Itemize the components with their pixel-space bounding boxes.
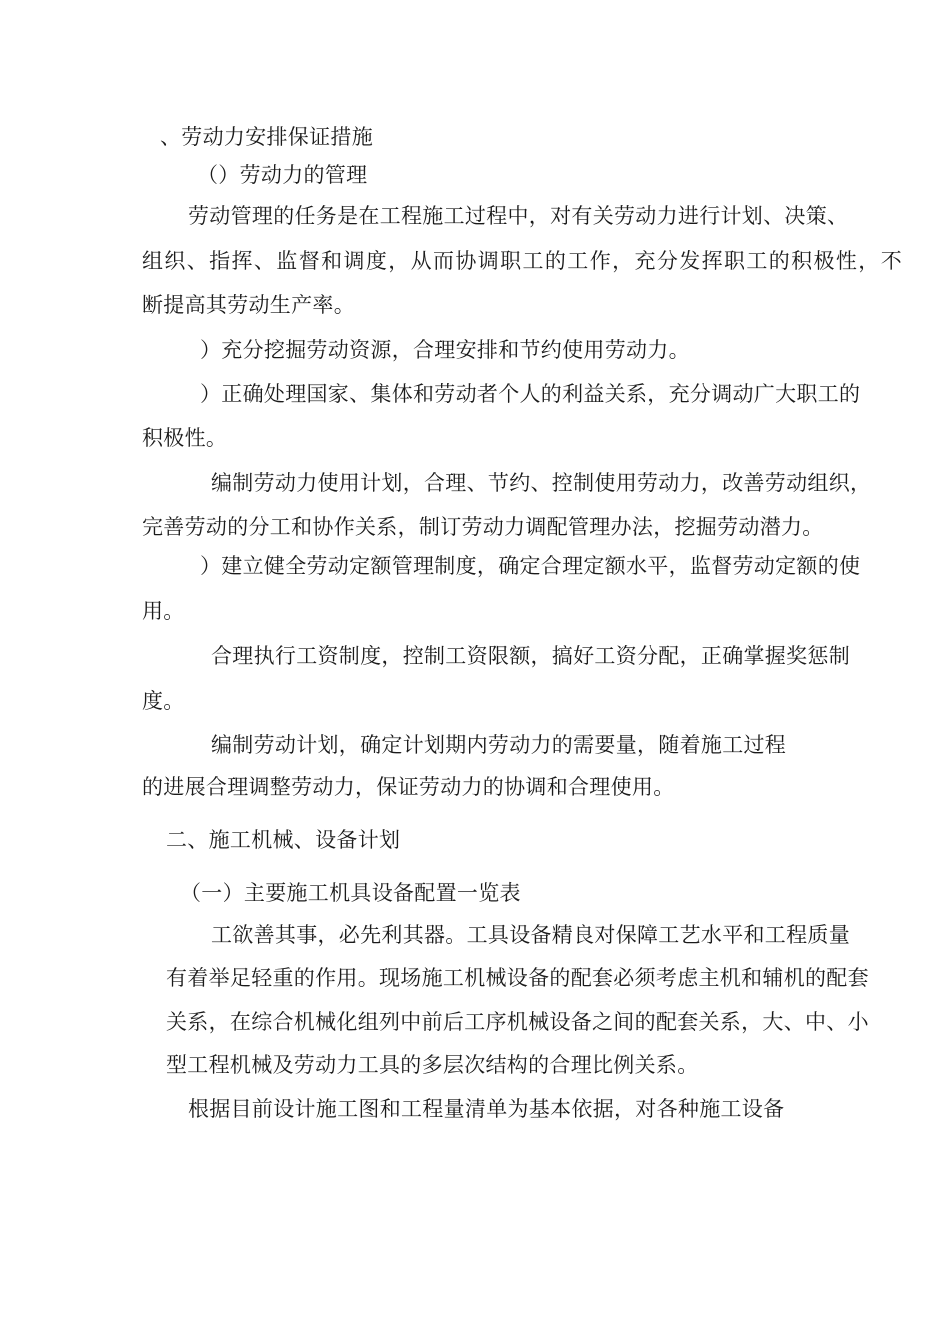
list-item-line: ）正确处理国家、集体和劳动者个人的利益关系，充分调动广大职工的 <box>200 382 861 406</box>
list-item-line: 合理执行工资制度，控制工资限额，搞好工资分配，正确掌握奖惩制 <box>211 644 850 668</box>
list-item-line: ）建立健全劳动定额管理制度，确定合理定额水平，监督劳动定额的使 <box>200 554 861 578</box>
list-item-line: 度。 <box>142 689 185 713</box>
list-item-line: 用。 <box>142 599 185 623</box>
paragraph-line: 劳动管理的任务是在工程施工过程中，对有关劳动力进行计划、决策、 <box>188 204 849 228</box>
paragraph-line: 断提高其劳动生产率。 <box>142 293 355 317</box>
paragraph-line: 型工程机械及劳动力工具的多层次结构的合理比例关系。 <box>166 1053 699 1077</box>
paragraph-line: 根据目前设计施工图和工程量清单为基本依据，对各种施工设备 <box>188 1097 785 1121</box>
list-item-line: ）充分挖掘劳动资源，合理安排和节约使用劳动力。 <box>200 338 690 362</box>
paragraph-line: 有着举足轻重的作用。现场施工机械设备的配套必须考虑主机和辅机的配套 <box>166 966 869 990</box>
list-item-line: 编制劳动力使用计划，合理、节约、控制使用劳动力，改善劳动组织， <box>211 471 872 495</box>
list-item-line: 编制劳动计划，确定计划期内劳动力的需要量，随着施工过程 <box>211 733 787 757</box>
paragraph-line: 关系，在综合机械化组列中前后工序机械设备之间的配套关系，大、中、小 <box>166 1010 869 1034</box>
list-item-line: 完善劳动的分工和协作关系，制订劳动力调配管理办法，挖掘劳动潜力。 <box>142 515 824 539</box>
list-item-line: 积极性。 <box>142 426 228 450</box>
paragraph-line: 组织、指挥、监督和调度，从而协调职工的工作，充分发挥职工的积极性，不 <box>142 249 902 273</box>
subsection-heading: （）劳动力的管理 <box>197 163 368 187</box>
section-heading: 二、施工机械、设备计划 <box>166 828 401 852</box>
section-heading: 、劳动力安排保证措施 <box>160 125 373 149</box>
subsection-heading: （一）主要施工机具设备配置一览表 <box>180 881 521 905</box>
paragraph-line: 工欲善其事，必先利其器。工具设备精良对保障工艺水平和工程质量 <box>211 923 850 947</box>
list-item-line: 的进展合理调整劳动力，保证劳动力的协调和合理使用。 <box>142 775 675 799</box>
